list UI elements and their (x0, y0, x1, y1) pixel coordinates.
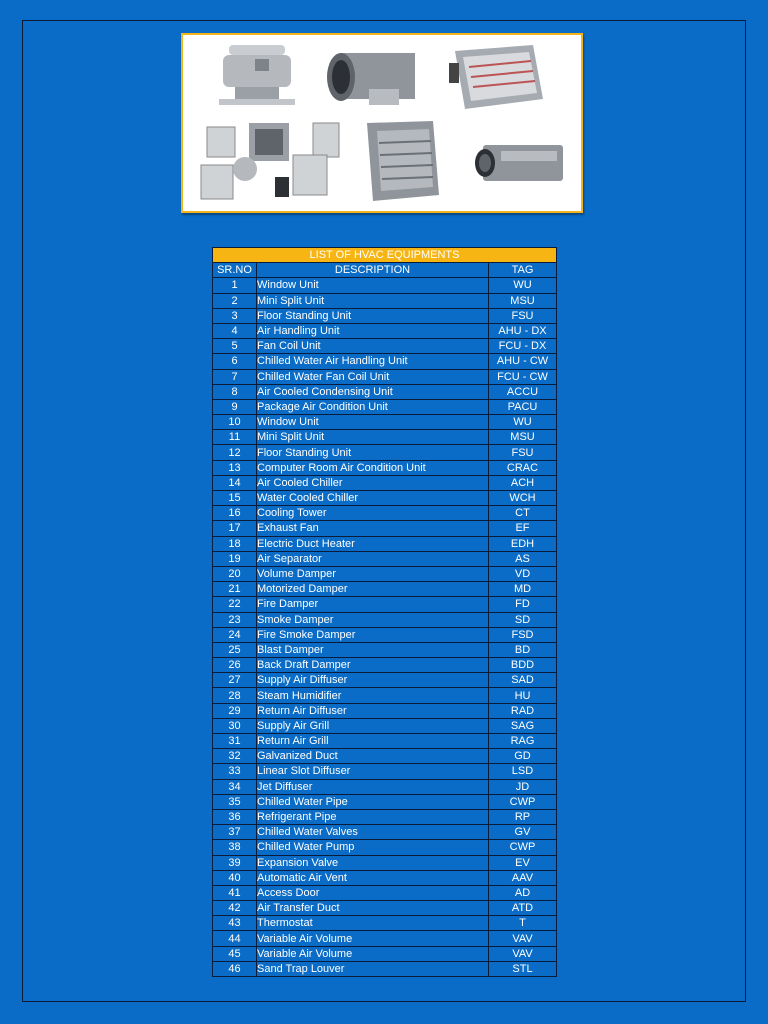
table-row (213, 809, 557, 824)
row-number: 46 (213, 961, 257, 976)
row-description: Refrigerant Pipe (257, 809, 489, 824)
row-tag: WCH (489, 491, 557, 506)
row-number: 6 (213, 354, 257, 369)
row-number: 24 (213, 627, 257, 642)
row-number: 29 (213, 703, 257, 718)
table-row (213, 293, 557, 308)
row-tag: AS (489, 551, 557, 566)
row-description: Mini Split Unit (257, 430, 489, 445)
column-header-tag: TAG (489, 263, 557, 278)
row-number: 45 (213, 946, 257, 961)
row-number: 32 (213, 749, 257, 764)
row-description: Variable Air Volume (257, 946, 489, 961)
row-tag: AAV (489, 870, 557, 885)
table-row (213, 931, 557, 946)
row-description: Chilled Water Pump (257, 840, 489, 855)
row-tag: ATD (489, 901, 557, 916)
table-row (213, 384, 557, 399)
row-description: Sand Trap Louver (257, 961, 489, 976)
table-title: LIST OF HVAC EQUIPMENTS (213, 248, 557, 263)
row-number: 13 (213, 460, 257, 475)
column-header-sr-no: SR.NO (213, 263, 257, 278)
row-tag: FSU (489, 445, 557, 460)
row-description: Electric Duct Heater (257, 536, 489, 551)
row-description: Galvanized Duct (257, 749, 489, 764)
table-row (213, 779, 557, 794)
row-tag: MSU (489, 430, 557, 445)
row-number: 1 (213, 278, 257, 293)
row-description: Package Air Condition Unit (257, 399, 489, 414)
row-number: 20 (213, 566, 257, 581)
row-tag: RAD (489, 703, 557, 718)
table-row (213, 961, 557, 976)
row-number: 31 (213, 734, 257, 749)
row-tag: AD (489, 885, 557, 900)
hvac-equipment-table (212, 247, 557, 977)
row-description: Variable Air Volume (257, 931, 489, 946)
table-row (213, 491, 557, 506)
row-description: Air Handling Unit (257, 323, 489, 338)
table-row (213, 703, 557, 718)
row-number: 39 (213, 855, 257, 870)
row-tag: AHU - DX (489, 323, 557, 338)
row-description: Air Transfer Duct (257, 901, 489, 916)
row-number: 14 (213, 475, 257, 490)
row-number: 16 (213, 506, 257, 521)
row-description: Smoke Damper (257, 612, 489, 627)
row-description: Cooling Tower (257, 506, 489, 521)
table-row (213, 475, 557, 490)
row-number: 19 (213, 551, 257, 566)
row-description: Chilled Water Pipe (257, 794, 489, 809)
row-tag: FCU - DX (489, 339, 557, 354)
row-tag: HU (489, 688, 557, 703)
table-row (213, 582, 557, 597)
table-row (213, 794, 557, 809)
row-tag: VD (489, 566, 557, 581)
row-description: Supply Air Diffuser (257, 673, 489, 688)
table-row (213, 673, 557, 688)
row-number: 8 (213, 384, 257, 399)
row-description: Automatic Air Vent (257, 870, 489, 885)
table-row (213, 946, 557, 961)
row-tag: ACCU (489, 384, 557, 399)
row-description: Return Air Diffuser (257, 703, 489, 718)
row-number: 21 (213, 582, 257, 597)
row-number: 35 (213, 794, 257, 809)
table-row (213, 870, 557, 885)
table-row (213, 339, 557, 354)
row-number: 36 (213, 809, 257, 824)
row-tag: SD (489, 612, 557, 627)
table-row (213, 323, 557, 338)
row-tag: EV (489, 855, 557, 870)
row-description: Back Draft Damper (257, 658, 489, 673)
table-row (213, 506, 557, 521)
row-number: 43 (213, 916, 257, 931)
table-row (213, 415, 557, 430)
row-tag: BDD (489, 658, 557, 673)
row-description: Jet Diffuser (257, 779, 489, 794)
table-row (213, 688, 557, 703)
row-number: 33 (213, 764, 257, 779)
row-description: Chilled Water Valves (257, 825, 489, 840)
row-tag: ACH (489, 475, 557, 490)
row-tag: FSD (489, 627, 557, 642)
inline-duct-fan-icon (475, 145, 563, 181)
row-number: 40 (213, 870, 257, 885)
row-number: 34 (213, 779, 257, 794)
electric-duct-heater-icon (449, 45, 543, 109)
row-number: 41 (213, 885, 257, 900)
table-row (213, 399, 557, 414)
row-description: Fire Damper (257, 597, 489, 612)
table-row (213, 536, 557, 551)
row-tag: MSU (489, 293, 557, 308)
row-number: 44 (213, 931, 257, 946)
row-description: Exhaust Fan (257, 521, 489, 536)
row-number: 18 (213, 536, 257, 551)
row-number: 22 (213, 597, 257, 612)
row-number: 26 (213, 658, 257, 673)
table-row (213, 278, 557, 293)
hvac-equipment-photo-panel (181, 33, 583, 213)
row-description: Window Unit (257, 278, 489, 293)
row-number: 2 (213, 293, 257, 308)
table-row (213, 825, 557, 840)
row-tag: CWP (489, 794, 557, 809)
row-description: Motorized Damper (257, 582, 489, 597)
row-description: Floor Standing Unit (257, 308, 489, 323)
row-number: 15 (213, 491, 257, 506)
roof-exhaust-fan-icon (219, 45, 295, 105)
hvac-equipment-photos (183, 35, 581, 211)
row-description: Water Cooled Chiller (257, 491, 489, 506)
table-row (213, 597, 557, 612)
row-number: 25 (213, 642, 257, 657)
row-tag: VAV (489, 946, 557, 961)
table-row (213, 885, 557, 900)
column-header-description: DESCRIPTION (257, 263, 489, 278)
row-description: Supply Air Grill (257, 718, 489, 733)
row-tag: EF (489, 521, 557, 536)
row-tag: CWP (489, 840, 557, 855)
row-description: Window Unit (257, 415, 489, 430)
row-tag: WU (489, 278, 557, 293)
row-description: Fire Smoke Damper (257, 627, 489, 642)
row-number: 10 (213, 415, 257, 430)
row-number: 27 (213, 673, 257, 688)
row-description: Fan Coil Unit (257, 339, 489, 354)
table-row (213, 840, 557, 855)
table-row (213, 445, 557, 460)
row-tag: T (489, 916, 557, 931)
row-tag: LSD (489, 764, 557, 779)
row-tag: CRAC (489, 460, 557, 475)
table-row (213, 658, 557, 673)
table-row (213, 718, 557, 733)
row-number: 5 (213, 339, 257, 354)
table-row (213, 764, 557, 779)
table-header-row (213, 263, 557, 278)
table-row (213, 642, 557, 657)
row-description: Thermostat (257, 916, 489, 931)
row-description: Air Separator (257, 551, 489, 566)
row-tag: GV (489, 825, 557, 840)
row-number: 3 (213, 308, 257, 323)
row-description: Mini Split Unit (257, 293, 489, 308)
row-tag: EDH (489, 536, 557, 551)
row-tag: AHU - CW (489, 354, 557, 369)
table-row (213, 308, 557, 323)
table-row (213, 369, 557, 384)
row-number: 23 (213, 612, 257, 627)
row-description: Floor Standing Unit (257, 445, 489, 460)
row-description: Access Door (257, 885, 489, 900)
row-number: 28 (213, 688, 257, 703)
row-description: Blast Damper (257, 642, 489, 657)
row-tag: WU (489, 415, 557, 430)
table-row (213, 627, 557, 642)
table-row (213, 612, 557, 627)
row-description: Return Air Grill (257, 734, 489, 749)
row-number: 30 (213, 718, 257, 733)
table-row (213, 916, 557, 931)
table-row (213, 354, 557, 369)
row-number: 4 (213, 323, 257, 338)
row-number: 11 (213, 430, 257, 445)
row-number: 37 (213, 825, 257, 840)
dampers-and-grilles-icon (201, 123, 339, 199)
row-description: Linear Slot Diffuser (257, 764, 489, 779)
duct-damper-icon (327, 53, 415, 105)
row-tag: FSU (489, 308, 557, 323)
table-row (213, 855, 557, 870)
row-tag: FCU - CW (489, 369, 557, 384)
table-row (213, 521, 557, 536)
row-description: Chilled Water Fan Coil Unit (257, 369, 489, 384)
row-description: Air Cooled Condensing Unit (257, 384, 489, 399)
row-number: 38 (213, 840, 257, 855)
table-body (213, 278, 557, 977)
row-description: Steam Humidifier (257, 688, 489, 703)
row-description: Volume Damper (257, 566, 489, 581)
row-tag: SAD (489, 673, 557, 688)
row-tag: CT (489, 506, 557, 521)
row-description: Chilled Water Air Handling Unit (257, 354, 489, 369)
row-number: 17 (213, 521, 257, 536)
table-row (213, 460, 557, 475)
wall-exhaust-fan-icon (367, 121, 439, 201)
row-tag: STL (489, 961, 557, 976)
table-row (213, 430, 557, 445)
table-row (213, 551, 557, 566)
row-number: 42 (213, 901, 257, 916)
table-row (213, 734, 557, 749)
row-number: 9 (213, 399, 257, 414)
row-description: Computer Room Air Condition Unit (257, 460, 489, 475)
row-tag: JD (489, 779, 557, 794)
row-description: Air Cooled Chiller (257, 475, 489, 490)
table-title-row (213, 248, 557, 263)
row-tag: GD (489, 749, 557, 764)
row-number: 7 (213, 369, 257, 384)
row-tag: VAV (489, 931, 557, 946)
row-tag: PACU (489, 399, 557, 414)
row-tag: BD (489, 642, 557, 657)
row-number: 12 (213, 445, 257, 460)
table-row (213, 749, 557, 764)
row-tag: FD (489, 597, 557, 612)
table-row (213, 901, 557, 916)
row-tag: SAG (489, 718, 557, 733)
row-description: Expansion Valve (257, 855, 489, 870)
row-tag: RAG (489, 734, 557, 749)
row-tag: MD (489, 582, 557, 597)
table-row (213, 566, 557, 581)
row-tag: RP (489, 809, 557, 824)
